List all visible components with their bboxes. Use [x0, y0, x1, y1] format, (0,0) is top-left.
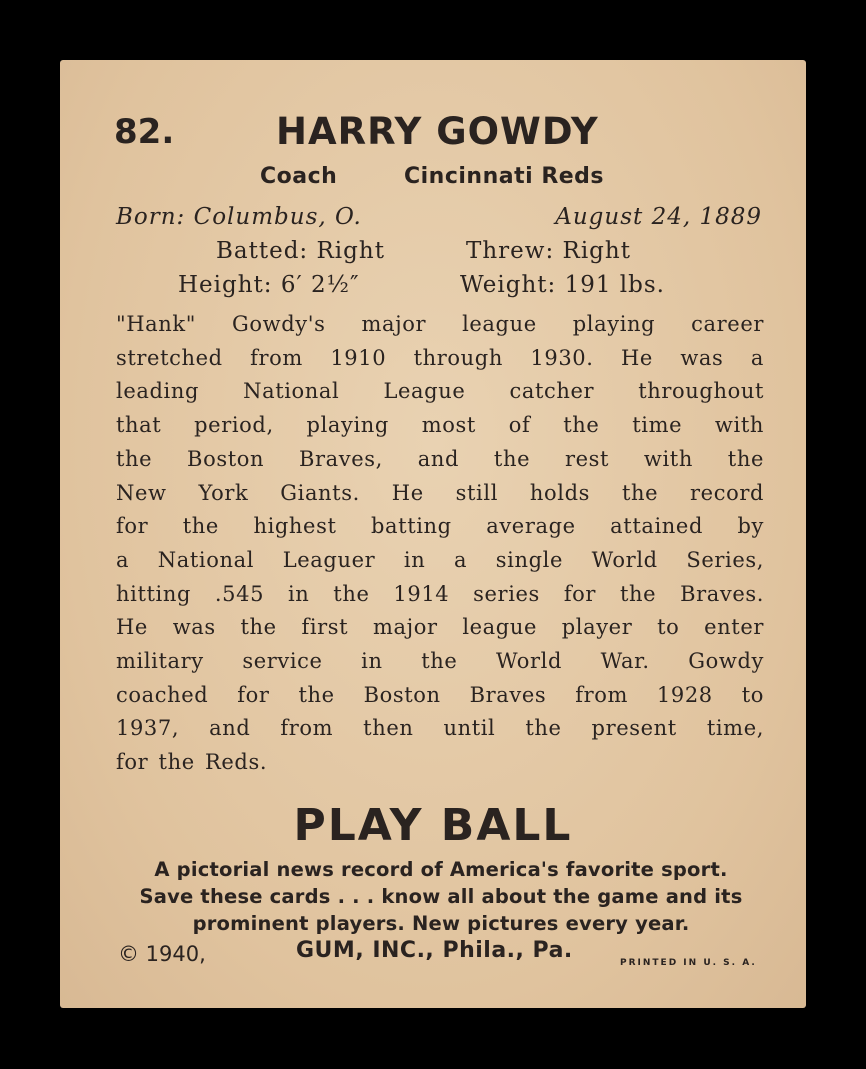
bio-line: military service in the World War. Gowdy — [116, 649, 764, 674]
bio-line: for the Reds. — [116, 750, 268, 775]
height: Height: 6′ 2½″ — [178, 272, 360, 298]
card-back — [60, 60, 806, 1008]
promo-text — [116, 856, 766, 937]
publisher: GUM, INC., Phila., Pa. — [296, 938, 573, 963]
copyright: © 1940, — [118, 942, 206, 966]
player-role: Coach — [260, 164, 338, 189]
bio-line: 1937, and from then until the present time, — [116, 716, 764, 741]
promo-line: prominent players. New pictures every year. — [192, 912, 690, 935]
threw: Threw: Right — [466, 238, 631, 264]
promo-line: A pictorial news record of America's favorite sport. — [154, 858, 728, 881]
bio-line: a National Leaguer in a single World Series, — [116, 547, 764, 572]
player-team: Cincinnati Reds — [404, 164, 605, 189]
biography — [116, 308, 764, 780]
bio-line: for the highest batting average attained by — [116, 514, 764, 539]
bio-line: He was the first major league player to enter — [116, 615, 764, 640]
promo-line: Save these cards . . . know all about the game and its — [139, 885, 743, 908]
bio-line: New York Giants. He still holds the record — [116, 480, 764, 505]
born-date: August 24, 1889 — [555, 204, 762, 230]
card-number: 82. — [114, 112, 175, 152]
bio-line: "Hank" Gowdy's major league playing career — [116, 312, 764, 336]
player-name: HARRY GOWDY — [276, 110, 599, 153]
batted: Batted: Right — [216, 238, 385, 264]
born-place: Born: Columbus, O. — [116, 204, 362, 230]
printed-in: PRINTED IN U. S. A. — [620, 958, 757, 968]
bio-line: hitting .545 in the 1914 series for the Braves. — [116, 581, 764, 606]
bio-line: that period, playing most of the time with — [116, 413, 764, 438]
bio-line: the Boston Braves, and the rest with the — [116, 446, 764, 471]
weight: Weight: 191 lbs. — [460, 272, 665, 298]
bio-line: coached for the Boston Braves from 1928 to — [116, 682, 764, 707]
bio-line: leading National League catcher throughout — [116, 379, 764, 404]
bio-line: stretched from 1910 through 1930. He was a — [116, 345, 764, 370]
play-ball-title: PLAY BALL — [293, 800, 573, 851]
